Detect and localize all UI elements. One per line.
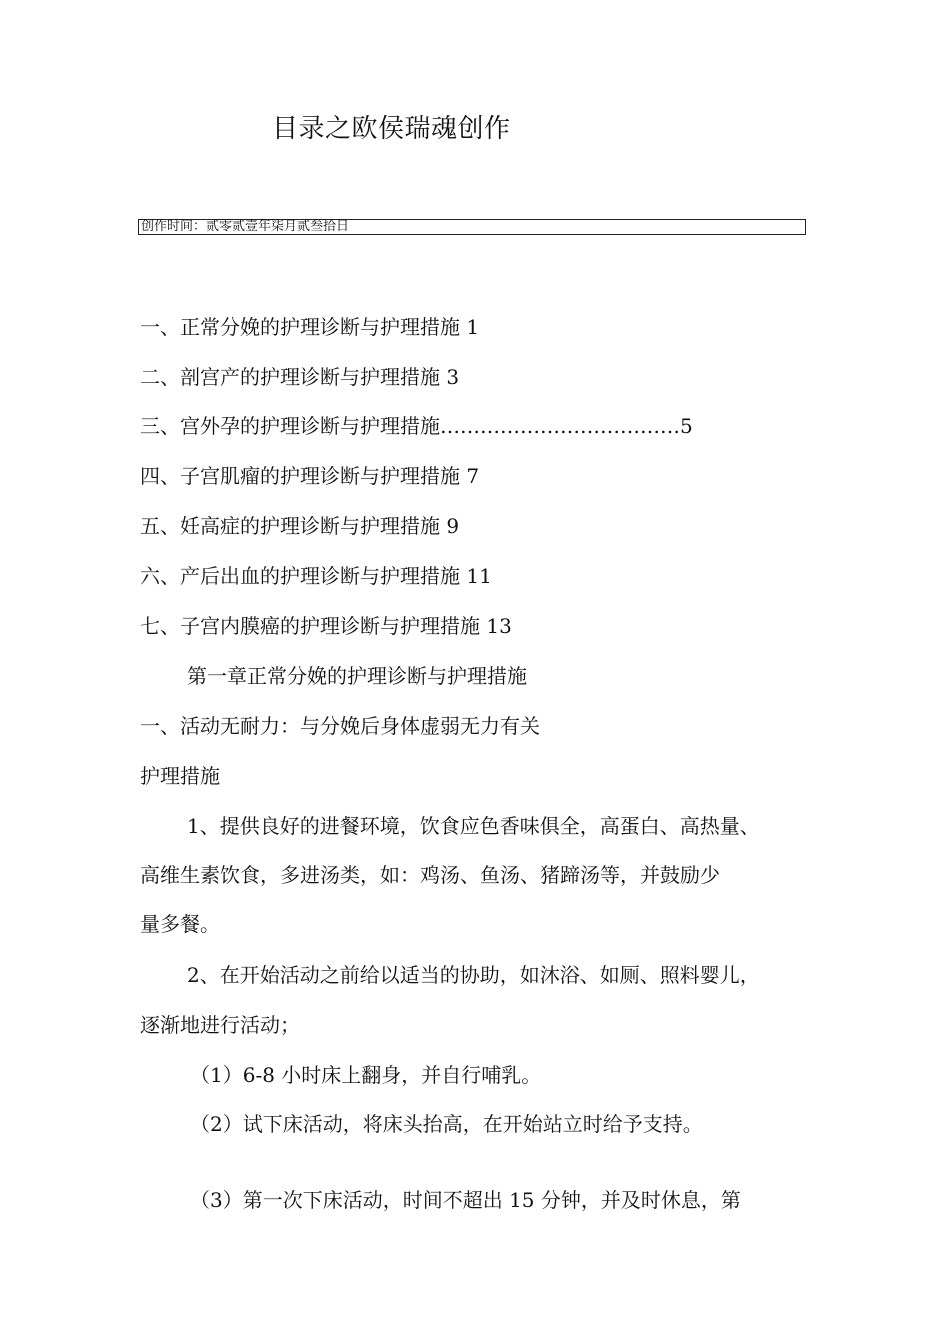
page-title: 目录之欧侯瑞魂创作 <box>272 114 511 144</box>
creation-time-box <box>138 219 806 235</box>
measures-label: 护理措施 <box>140 764 220 788</box>
toc-entry[interactable]: 六、产后出血的护理诊断与护理措施 11 <box>140 564 492 588</box>
toc-entry[interactable]: 四、子宫肌瘤的护理诊断与护理措施 7 <box>140 464 480 488</box>
creation-time-text: 创作时间：贰零贰壹年柒月贰叁拾日 <box>141 219 350 234</box>
list-item: （1）6-8 小时床上翻身，并自行哺乳。 <box>190 1063 542 1087</box>
list-item: （3）第一次下床活动，时间不超出 15 分钟，并及时休息，第 <box>190 1188 741 1212</box>
chapter-title: 第一章正常分娩的护理诊断与护理措施 <box>187 664 527 688</box>
toc-entry[interactable]: 三、宫外孕的护理诊断与护理措施………………………………5 <box>140 414 693 438</box>
paragraph-line: 2、在开始活动之前给以适当的协助，如沐浴、如厕、照料婴儿， <box>187 963 760 987</box>
paragraph-line: 量多餐。 <box>140 912 220 936</box>
paragraph-line: 高维生素饮食，多进汤类，如：鸡汤、鱼汤、猪蹄汤等，并鼓励少 <box>140 863 720 887</box>
section-heading: 一、活动无耐力：与分娩后身体虚弱无力有关 <box>140 714 540 738</box>
toc-entry[interactable]: 一、正常分娩的护理诊断与护理措施 1 <box>140 315 480 339</box>
list-item: （2）试下床活动，将床头抬高，在开始站立时给予支持。 <box>190 1112 703 1136</box>
toc-entry[interactable]: 二、剖宫产的护理诊断与护理措施 3 <box>140 365 460 389</box>
paragraph-line: 逐渐地进行活动； <box>140 1013 300 1037</box>
paragraph-line: 1、提供良好的进餐环境，饮食应色香味俱全，高蛋白、高热量、 <box>187 814 760 838</box>
toc-entry[interactable]: 七、子宫内膜癌的护理诊断与护理措施 13 <box>140 614 512 638</box>
toc-entry[interactable]: 五、妊高症的护理诊断与护理措施 9 <box>140 514 460 538</box>
